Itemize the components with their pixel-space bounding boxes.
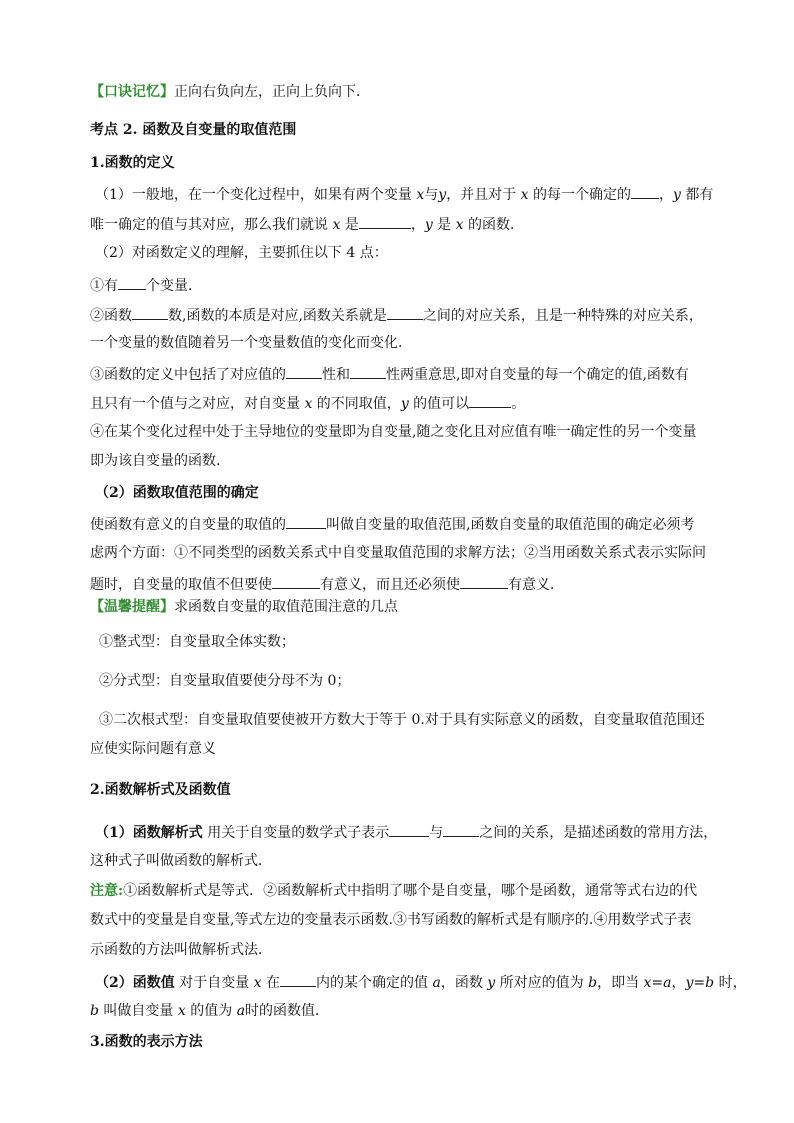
fill-blank: [469, 393, 511, 408]
point-4-line-1: ④在某个变化过程中处于主导地位的变量即为自变量,随之变化且对应值有唯一确定性的另一个变量: [90, 424, 697, 440]
fill-blank: [350, 364, 386, 379]
fill-blank: [443, 822, 479, 837]
fill-blank: [359, 214, 411, 229]
range-line-2: 虑两个方面：①不同类型的函数关系式中自变量取值范围的求解方法；②当用函数关系式表示实际问: [90, 545, 706, 561]
memo-line: [90, 83, 370, 101]
memo-tag: 【口诀记忆】: [90, 84, 174, 100]
definition-understanding: （2）对函数定义的理解，主要抓住以下 4 点：: [95, 245, 388, 261]
expression-line-2: 这种式子叫做函数的解析式．: [90, 853, 272, 869]
tip-item-3-line-1: ③二次根式型：自变量取值要使被开方数大于等于 0.对于具有实际意义的函数，自变量取值范围还: [99, 712, 705, 728]
note-line-1: 注意:①函数解析式是等式．②函数解析式中指明了哪个是自变量，哪个是函数，通常等式右边的代: [90, 883, 698, 899]
definition-line-2: 唯一确定的值与其对应，那么我们就说 x 是 ，y 是 x 的函数．: [90, 214, 524, 234]
memo-text: 正向右负向左，正向上负向下．: [174, 84, 370, 100]
fill-blank: [389, 822, 429, 837]
definition-line-1: （1）一般地，在一个变化过程中，如果有两个变量 x与y，并且对于 x 的每一个确定的 ，y 都有: [95, 184, 713, 204]
section-heading-expression: 2.函数解析式及函数值: [90, 782, 231, 798]
note-line-3: 示函数的方法叫做解析式法．: [90, 942, 272, 958]
tip-line: 【温馨提醒】求函数自变量的取值范围注意的几点: [90, 599, 398, 615]
point-2-line-2: 一个变量的数值随着另一个变量数值的变化而变化．: [90, 335, 412, 351]
fill-blank: [132, 305, 168, 320]
point-3-line-2: 且只有一个值与之对应，对自变量 x 的不同取值，y 的值可以 。: [90, 393, 525, 413]
range-line-1: 使函数有意义的自变量的取值的 叫做自变量的取值范围,函数自变量的取值范围的确定必须考: [90, 514, 694, 534]
point-1: ①有 个变量．: [90, 275, 202, 295]
point-4-line-2: 即为该自变量的函数.: [90, 453, 221, 469]
fill-blank: [118, 275, 146, 290]
tip-item-1: ①整式型：自变量取全体实数；: [99, 634, 295, 650]
fill-blank: [272, 574, 320, 589]
section-heading-range: （2）函数取值范围的确定: [95, 485, 259, 501]
note-tag: 注意:: [90, 883, 124, 899]
tip-item-3-line-2: 应使实际问题有意义: [90, 741, 216, 757]
tip-item-2: ②分式型：自变量取值要使分母不为 0；: [99, 673, 351, 689]
fill-blank: [387, 305, 423, 320]
fill-blank: [631, 184, 659, 199]
note-line-2: 数式中的变量是自变量,等式左边的变量表示函数.③书写函数的解析式是有顺序的.④用数学式子表: [90, 912, 692, 928]
section-heading-definition: 1.函数的定义: [90, 155, 175, 171]
fill-blank: [280, 972, 316, 987]
expression-line-1: （1）函数解析式 用关于自变量的数学式子表示 与 之间的关系，是描述函数的常用方法，: [95, 822, 717, 842]
function-value-line-2: b 叫做自变量 x 的值为 a时的函数值．: [90, 1003, 330, 1019]
point-3-line-1: ③函数的定义中包括了对应值的 性和 性两重意思,即对自变量的每一个确定的值,函数有: [90, 364, 689, 384]
fill-blank: [460, 574, 508, 589]
section-heading-representation: 3.函数的表示方法: [90, 1034, 203, 1050]
range-line-3: 题时，自变量的取值不但要使 有意义，而且还必须使 有意义．: [90, 574, 564, 594]
kaodian-heading: 考点 2. 函数及自变量的取值范围: [90, 122, 297, 138]
function-value-line-1: （2）函数值 对于自变量 x 在 内的某个确定的值 a，函数 y 所对应的值为 b，即当 x=a，y=b 时，: [95, 972, 747, 992]
fill-blank: [286, 364, 322, 379]
point-2-line-1: ②函数 数,函数的本质是对应,函数关系就是 之间的对应关系，且是一种特殊的对应关系，: [90, 305, 703, 325]
fill-blank: [286, 514, 326, 529]
tip-tag: 【温馨提醒】: [90, 599, 174, 615]
